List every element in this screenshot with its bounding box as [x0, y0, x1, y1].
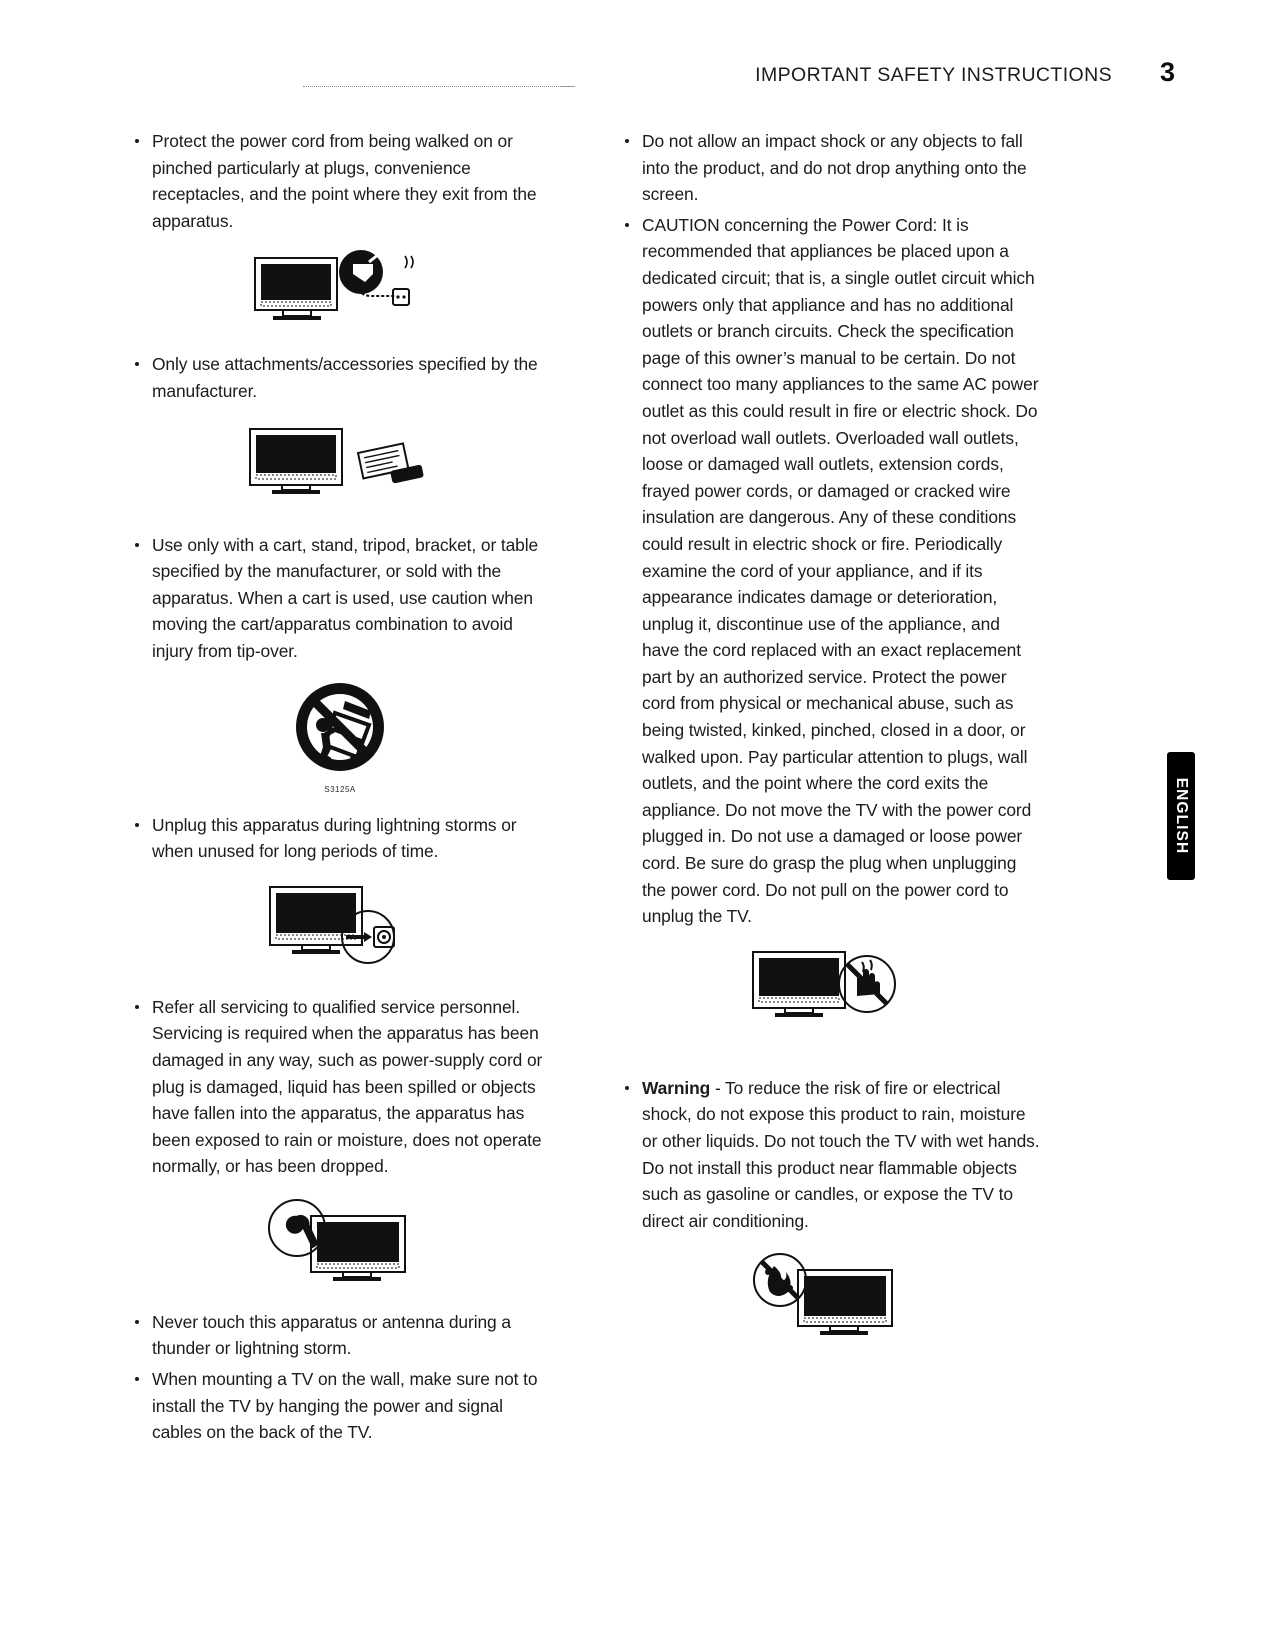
list-item	[130, 128, 550, 234]
bullet-dot-icon	[135, 139, 139, 143]
bullet-dot-icon	[135, 823, 139, 827]
list-item	[620, 212, 1040, 930]
list-item	[130, 994, 550, 1180]
bullet-dot-icon	[625, 139, 629, 143]
language-side-tab	[1167, 752, 1195, 880]
list-item-text: - To reduce the risk of fire or electrical shock, do not expose this product to rain, moisture or other liquids. Do not touch the TV with wet hands. Do not install this product near flammable objects such as gasoline or candles, or expose the TV to direct air conditioning.	[642, 1077, 1040, 1231]
list-item-text: Unplug this apparatus during lightning storms or when unused for long periods of time.	[152, 814, 517, 862]
list-item-text: When mounting a TV on the wall, make sure not to install the TV by hanging the power and signal cables on the back of the TV.	[152, 1369, 538, 1443]
no-cart-tipover-svg	[285, 679, 395, 779]
list-item-lead: Warning	[642, 1077, 711, 1098]
list-item-text: Do not allow an impact shock or any objects to fall into the product, and do not drop anything onto the screen.	[642, 131, 1027, 205]
bullet-dot-icon	[135, 1005, 139, 1009]
list-item	[130, 1309, 550, 1362]
bullet-dot-icon	[135, 543, 139, 547]
tv-power-cord-plug-svg	[245, 248, 435, 328]
header-dotted-rule-tail	[560, 86, 574, 87]
tv-service-wrench-svg	[255, 1194, 425, 1286]
tv-no-wet-hands-figure	[620, 944, 1040, 1039]
language-side-tab-label: ENGLISH	[1173, 777, 1190, 855]
tv-no-flammable-objects-svg	[740, 1248, 920, 1344]
right-column	[620, 128, 1040, 1367]
no-cart-tipover-figure	[130, 679, 550, 794]
bullet-dot-icon	[625, 1086, 629, 1090]
page-title: IMPORTANT SAFETY INSTRUCTIONS	[755, 64, 1112, 86]
list-item	[620, 128, 1040, 208]
list-item	[130, 812, 550, 865]
tv-unplug-outlet-svg	[260, 879, 420, 971]
list-item	[130, 351, 550, 404]
page-number: 3	[1159, 57, 1175, 87]
list-item	[620, 1075, 1040, 1235]
header-dotted-rule	[303, 86, 575, 87]
tv-no-flammable-objects-figure	[620, 1248, 1040, 1349]
bullet-dot-icon	[625, 223, 629, 227]
tv-unplug-outlet-figure	[130, 879, 550, 976]
list-item	[130, 532, 550, 665]
bullet-dot-icon	[135, 1377, 139, 1381]
tv-no-wet-hands-svg	[745, 944, 915, 1034]
tv-service-wrench-figure	[130, 1194, 550, 1291]
tv-with-manual-svg	[240, 419, 440, 499]
list-item-text: Never touch this apparatus or antenna during a thunder or lightning storm.	[152, 1311, 511, 1359]
page-header	[0, 28, 1275, 87]
list-item-text: Use only with a cart, stand, tripod, bracket, or table specified by the manufacturer, or sold with the apparatus. When a cart is used, use caution when moving the cart/apparatus combination to avoid injury from tip-over.	[152, 534, 539, 661]
bullet-dot-icon	[135, 1320, 139, 1324]
list-item-text: Protect the power cord from being walked on or pinched particularly at plugs, convenience receptacles, and the point where they exit from the apparatus.	[152, 131, 537, 231]
list-item-text: Refer all servicing to qualified service personnel. Servicing is required when the apparatus has been damaged in any way, such as power-supply cord or plug is damaged, liquid has been spilled or objects have fallen into the apparatus, the apparatus has been exposed to rain or moisture, does not operate normally, or has been dropped.	[152, 996, 543, 1177]
figure-caption: S3125A	[324, 784, 356, 794]
list-item	[130, 1366, 550, 1446]
left-column	[130, 128, 550, 1450]
tv-power-cord-plug-figure	[130, 248, 550, 333]
tv-with-manual-figure	[130, 419, 550, 504]
bullet-dot-icon	[135, 362, 139, 366]
list-item-text: Only use attachments/accessories specified by the manufacturer.	[152, 354, 538, 401]
list-item-text: CAUTION concerning the Power Cord: It is recommended that appliances be placed upon a dedicated circuit; that is, a single outlet circuit which powers only that appliance and has no additional outlets or branch circuits. Check the specification page of this owner’s manual to be certain. Do not connect too many appliances to the same AC power outlet as this could result in fire or electric shock. Do not overload wall outlets. Overloaded wall outlets, loose or damaged wall outlets, extension cords, frayed power cords, or damaged or cracked wire insulation are dangerous. Any of these conditions could result in electric shock or fire. Periodically examine the cord of your appliance, and if its appearance indicates damage or deterioration, unplug it, discontinue use of the appliance, and have the cord replaced with an exact replacement part by an authorized service. Protect the power cord from physical or mechanical abuse, such as being twisted, kinked, pinched, closed in a door, or walked upon. Pay particular attention to plugs, wall outlets, and the point where the cord exits the appliance. Do not move the TV with the power cord plugged in. Do not use a damaged or loose power cord. Be sure do grasp the plug when unplugging the power cord. Do not pull on the power cord to unplug the TV.	[642, 214, 1039, 927]
